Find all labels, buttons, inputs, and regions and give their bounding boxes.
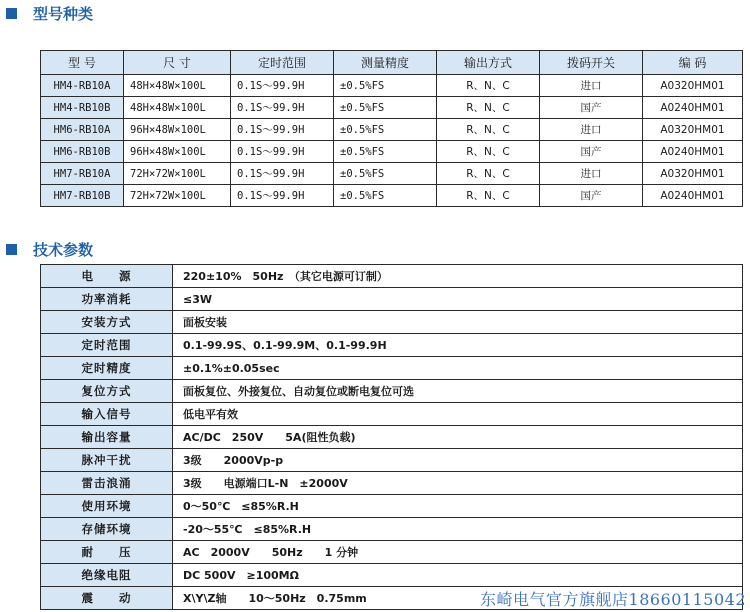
- model-row: [41, 163, 743, 185]
- spec-label: 绝缘电阻: [41, 564, 173, 587]
- spec-value: 面板复位、外接复位、自动复位或断电复位可选: [173, 380, 743, 403]
- models-header-row: [41, 51, 743, 75]
- cell-output: R、N、C: [437, 97, 540, 119]
- cell-dip-switch: 国产: [540, 185, 643, 207]
- spec-value: AC 2000V 50Hz 1 分钟: [173, 541, 743, 564]
- cell-dip-switch: 进口: [540, 75, 643, 97]
- cell-timing-range: 0.1S～99.9H: [231, 185, 334, 207]
- cell-code: A0240HM01: [643, 185, 743, 207]
- cell-size: 48H×48W×100L: [124, 75, 231, 97]
- spec-label: 输出容量: [41, 426, 173, 449]
- cell-size: 72H×72W×100L: [124, 185, 231, 207]
- cell-timing-range: 0.1S～99.9H: [231, 97, 334, 119]
- spec-label: 定时范围: [41, 334, 173, 357]
- spec-value: -20～55℃ ≤85%R.H: [173, 518, 743, 541]
- cell-model: HM6-RB10B: [41, 141, 124, 163]
- header-code: 编 码: [643, 51, 743, 75]
- cell-code: A0320HM01: [643, 75, 743, 97]
- spec-row: [41, 564, 743, 587]
- spec-row: [41, 288, 743, 311]
- spec-row: [41, 541, 743, 564]
- cell-code: A0320HM01: [643, 163, 743, 185]
- watermark: 东崎电气官方旗舰店18660115042: [480, 590, 746, 609]
- cell-size: 96H×48W×100L: [124, 119, 231, 141]
- tech-section-title: [6, 239, 93, 260]
- models-title-text: 型号种类: [33, 5, 94, 23]
- spec-row: [41, 380, 743, 403]
- cell-accuracy: ±0.5%FS: [334, 119, 437, 141]
- spec-label: 脉冲干扰: [41, 449, 173, 472]
- spec-label: 使用环境: [41, 495, 173, 518]
- header-dip-switch: 拨码开关: [540, 51, 643, 75]
- spec-value: ≤3W: [173, 288, 743, 311]
- model-row: [41, 97, 743, 119]
- cell-accuracy: ±0.5%FS: [334, 185, 437, 207]
- cell-output: R、N、C: [437, 119, 540, 141]
- spec-label: 输入信号: [41, 403, 173, 426]
- spec-label: 定时精度: [41, 357, 173, 380]
- spec-value: X\Y\Z轴 10～50Hz 0.75mm: [173, 587, 743, 610]
- header-size: 尺 寸: [124, 51, 231, 75]
- spec-value: 面板安装: [173, 311, 743, 334]
- cell-model: HM4-RB10B: [41, 97, 124, 119]
- spec-label: 功率消耗: [41, 288, 173, 311]
- cell-dip-switch: 进口: [540, 163, 643, 185]
- cell-output: R、N、C: [437, 163, 540, 185]
- cell-output: R、N、C: [437, 185, 540, 207]
- spec-value: 3级 电源端口L-N ±2000V: [173, 472, 743, 495]
- cell-code: A0240HM01: [643, 141, 743, 163]
- spec-value: ±0.1%±0.05sec: [173, 357, 743, 380]
- spec-row: [41, 518, 743, 541]
- spec-value: 220±10% 50Hz （其它电源可订制）: [173, 265, 743, 288]
- model-row: [41, 75, 743, 97]
- model-row: [41, 185, 743, 207]
- cell-accuracy: ±0.5%FS: [334, 163, 437, 185]
- cell-timing-range: 0.1S～99.9H: [231, 141, 334, 163]
- header-timing-range: 定时范围: [231, 51, 334, 75]
- spec-value: 低电平有效: [173, 403, 743, 426]
- spec-row: [41, 495, 743, 518]
- spec-label: 存储环境: [41, 518, 173, 541]
- cell-timing-range: 0.1S～99.9H: [231, 119, 334, 141]
- spec-value: 0～50℃ ≤85%R.H: [173, 495, 743, 518]
- models-table: [40, 50, 743, 207]
- header-accuracy: 测量精度: [334, 51, 437, 75]
- spec-label: 复位方式: [41, 380, 173, 403]
- square-bullet-icon: [6, 244, 17, 255]
- cell-size: 96H×48W×100L: [124, 141, 231, 163]
- spec-label: 安装方式: [41, 311, 173, 334]
- spec-label: 雷击浪涌: [41, 472, 173, 495]
- spec-row: [41, 472, 743, 495]
- cell-model: HM7-RB10B: [41, 185, 124, 207]
- cell-dip-switch: 进口: [540, 119, 643, 141]
- model-row: [41, 141, 743, 163]
- header-model: 型 号: [41, 51, 124, 75]
- spec-value: 3级 2000Vp-p: [173, 449, 743, 472]
- cell-dip-switch: 国产: [540, 141, 643, 163]
- cell-code: A0320HM01: [643, 119, 743, 141]
- spec-row: [41, 357, 743, 380]
- spec-row: [41, 265, 743, 288]
- specs-table: [40, 264, 743, 610]
- cell-size: 72H×72W×100L: [124, 163, 231, 185]
- cell-accuracy: ±0.5%FS: [334, 75, 437, 97]
- spec-row: [41, 403, 743, 426]
- cell-code: A0240HM01: [643, 97, 743, 119]
- spec-label: 耐 压: [41, 541, 173, 564]
- cell-model: HM4-RB10A: [41, 75, 124, 97]
- spec-row: [41, 449, 743, 472]
- cell-output: R、N、C: [437, 141, 540, 163]
- cell-timing-range: 0.1S～99.9H: [231, 75, 334, 97]
- cell-model: HM6-RB10A: [41, 119, 124, 141]
- cell-size: 48H×48W×100L: [124, 97, 231, 119]
- spec-label: 电 源: [41, 265, 173, 288]
- spec-label: 震 动: [41, 587, 173, 610]
- spec-row: [41, 311, 743, 334]
- square-bullet-icon: [6, 8, 17, 19]
- spec-row: [41, 334, 743, 357]
- cell-timing-range: 0.1S～99.9H: [231, 163, 334, 185]
- cell-output: R、N、C: [437, 75, 540, 97]
- spec-value: 0.1-99.9S、0.1-99.9M、0.1-99.9H: [173, 334, 743, 357]
- cell-model: HM7-RB10A: [41, 163, 124, 185]
- spec-value: DC 500V ≥100MΩ: [173, 564, 743, 587]
- tech-title-text: 技术参数: [33, 241, 94, 259]
- cell-dip-switch: 国产: [540, 97, 643, 119]
- spec-value: AC/DC 250V 5A(阻性负载): [173, 426, 743, 449]
- header-output: 输出方式: [437, 51, 540, 75]
- model-row: [41, 119, 743, 141]
- cell-accuracy: ±0.5%FS: [334, 141, 437, 163]
- spec-row: [41, 426, 743, 449]
- models-section-title: [6, 3, 93, 24]
- cell-accuracy: ±0.5%FS: [334, 97, 437, 119]
